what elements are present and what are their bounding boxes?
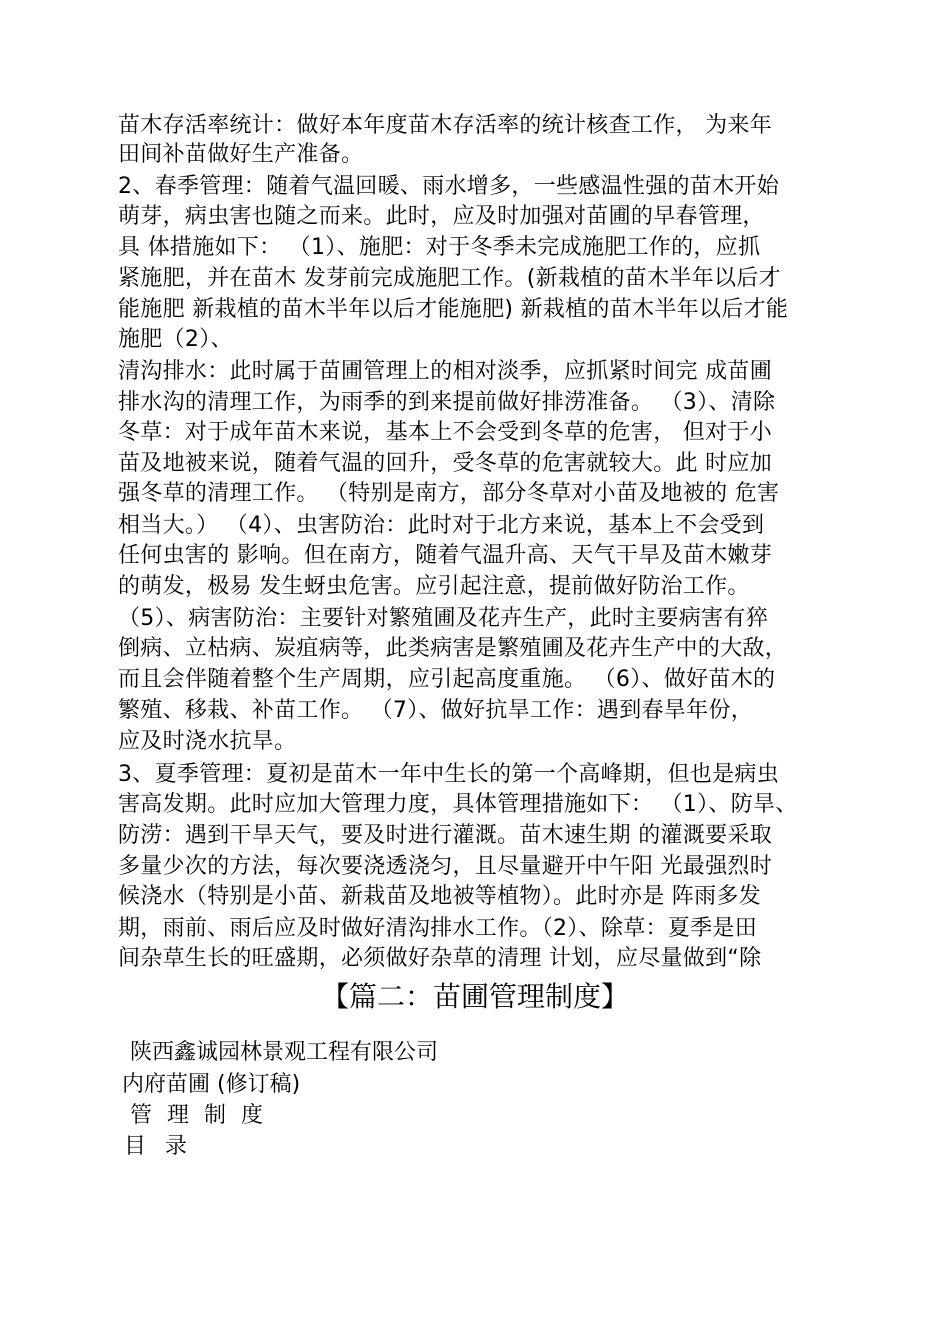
body-line: 多量少次的方法，每次要浇透浇匀，且尽量避开中午阳 光最强烈时 — [118, 854, 772, 879]
body-line: 苗及地被来说，随着气温的回升，受冬草的危害就较大。此 时应加 — [118, 451, 772, 476]
body-line: 的萌发，极易 发生蚜虫危害。应引起注意，提前做好防治工作。 — [118, 574, 750, 599]
body-line: 间杂草生长的旺盛期，必须做好杂草的清理 计划，应尽量做到“除 — [118, 946, 762, 971]
body-line: 萌芽，病虫害也随之而来。此时，应及时加强对苗圃的早春管理， — [118, 204, 765, 229]
body-line: 清沟排水：此时属于苗圃管理上的相对淡季，应抓紧时间完 成苗圃 — [118, 359, 772, 384]
body-line: 倒病、立枯病、炭疽病等，此类病害是繁殖圃及花卉生产中的大敌， — [118, 636, 788, 661]
document-subtitle: 管 理 制 度 — [130, 1103, 267, 1128]
body-line: 能施肥 新栽植的苗木半年以后才能施肥) 新栽植的苗木半年以后才能 — [118, 297, 789, 322]
document-name: 内府苗圃 (修订稿) — [122, 1072, 301, 1097]
body-line: 冬草：对于成年苗木来说，基本上不会受到冬草的危害， 但对于小 — [118, 420, 772, 445]
body-line: 强冬草的清理工作。 （特别是南方，部分冬草对小苗及地被的 危害 — [118, 481, 780, 506]
body-line: 3、夏季管理：夏初是苗木一年中生长的第一个高峰期，但也是病虫 — [118, 762, 779, 787]
body-line: 任何虫害的 影响。但在南方，随着气温升高、天气干旱及苗木嫩芽 — [118, 543, 772, 568]
body-line: 应及时浇水抗旱。 — [118, 729, 297, 754]
body-line: 候浇水（特别是小苗、新栽苗及地被等植物）。此时亦是 阵雨多发 — [118, 884, 761, 909]
body-line: 紧施肥，并在苗木 发芽前完成施肥工作。(新栽植的苗木半年以后才 — [118, 266, 781, 291]
body-line: 相当大。） （4）、虫害防治：此时对于北方来说，基本上不会受到 — [118, 513, 765, 538]
body-line: 苗木存活率统计：做好本年度苗木存活率的统计核查工作， 为来年 — [118, 113, 772, 138]
body-line: 繁殖、移栽、补苗工作。 （7）、做好抗旱工作：遇到春旱年份， — [118, 698, 753, 723]
company-name: 陕西鑫诚园林景观工程有限公司 — [130, 1040, 439, 1065]
body-line: 田间补苗做好生产准备。 — [118, 142, 364, 167]
body-line: 2、春季管理：随着气温回暖、雨水增多，一些感温性强的苗木开始 — [118, 174, 779, 199]
toc-heading: 目 录 — [124, 1134, 193, 1159]
body-line: 施肥（2）、 — [118, 327, 233, 352]
section-title: 【篇二：苗圃管理制度】 — [320, 980, 629, 1013]
body-line: 具 体措施如下： （1）、施肥：对于冬季未完成施肥工作的，应抓 — [118, 235, 761, 260]
body-line: 排水沟的清理工作，为雨季的到来提前做好排涝准备。 （3）、清除 — [118, 390, 776, 415]
body-line: （5）、病害防治：主要针对繁殖圃及花卉生产，此时主要病害有猝 — [118, 606, 768, 631]
body-line: 而且会伴随着整个生产周期，应引起高度重施。 （6）、做好苗木的 — [118, 667, 776, 692]
body-line: 防涝：遇到干旱天气，要及时进行灌溉。苗木速生期 的灌溉要采取 — [118, 823, 772, 848]
body-line: 期，雨前、雨后应及时做好清沟排水工作。（2）、除草：夏季是田 — [118, 916, 757, 941]
body-line: 害高发期。此时应加大管理力度，具体管理措施如下： （1）、防旱、 — [118, 792, 798, 817]
